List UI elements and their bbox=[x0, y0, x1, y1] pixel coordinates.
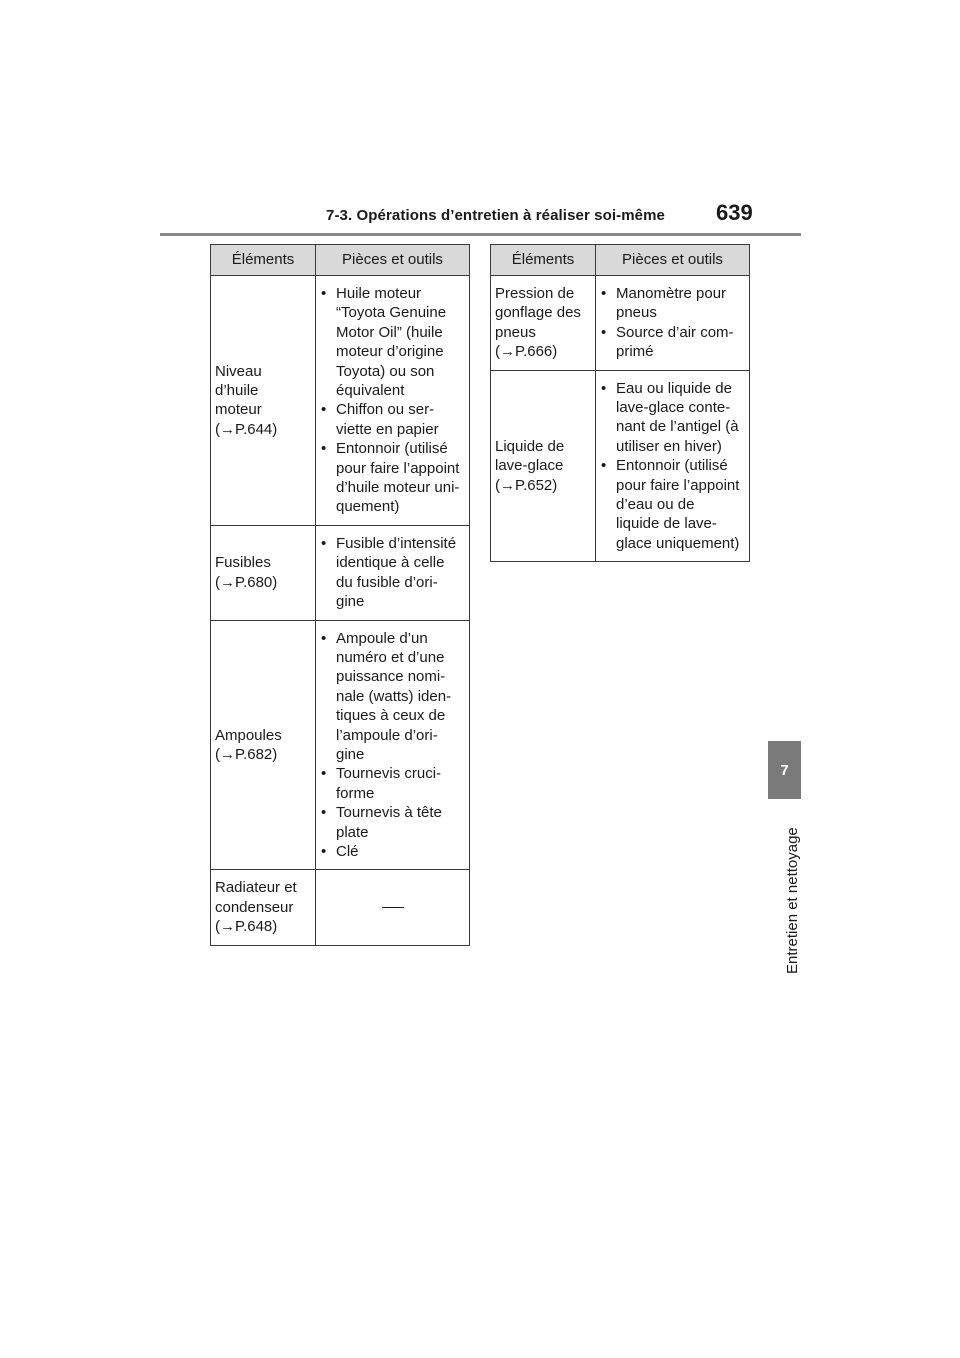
text-line: liquide de lave- bbox=[616, 515, 717, 533]
tools-list bbox=[600, 379, 745, 554]
list-item bbox=[320, 764, 465, 803]
text-line: primé bbox=[616, 343, 654, 361]
text-line: quement) bbox=[336, 498, 400, 516]
tools-list bbox=[320, 629, 465, 862]
element-cell bbox=[211, 870, 316, 945]
chapter-number: 7 bbox=[780, 761, 789, 779]
text-line: Radiateur et bbox=[215, 879, 297, 897]
text-line: puissance nomi- bbox=[336, 668, 446, 686]
text-line: Liquide de bbox=[495, 437, 565, 455]
list-item bbox=[320, 629, 465, 765]
text-line: pour faire l’appoint bbox=[616, 476, 740, 494]
text-line: (→P.682) bbox=[215, 745, 278, 763]
text-line: Clé bbox=[336, 842, 359, 860]
text-line: Niveau bbox=[215, 362, 262, 380]
list-item bbox=[320, 842, 465, 861]
text-line: pour faire l’appoint bbox=[336, 459, 460, 477]
header-tools: Pièces et outils bbox=[316, 245, 470, 276]
parts-table-left bbox=[210, 244, 470, 946]
text-line: tiques à ceux de bbox=[336, 707, 446, 725]
text-line: identique à celle bbox=[336, 554, 445, 572]
text-line: lave-glace conte- bbox=[616, 399, 731, 417]
text-line: d’huile moteur uni- bbox=[336, 479, 460, 497]
list-item bbox=[600, 323, 745, 362]
text-line: lave-glace bbox=[495, 457, 564, 475]
text-line: nale (watts) iden- bbox=[336, 687, 452, 705]
text-line: Ampoules bbox=[215, 726, 282, 744]
header-elements: Éléments bbox=[211, 245, 316, 276]
tools-list bbox=[320, 534, 465, 612]
text-line: (→P.648) bbox=[215, 918, 278, 936]
text-line: Pression de bbox=[495, 285, 575, 302]
tools-cell bbox=[596, 276, 750, 371]
chapter-label: Entretien et nettoyage bbox=[784, 827, 801, 974]
text-line: Chiffon ou ser- bbox=[336, 401, 435, 419]
tools-cell bbox=[596, 370, 750, 562]
text-line: Eau ou liquide de bbox=[616, 379, 732, 397]
table-row bbox=[491, 276, 750, 371]
text-line: glace uniquement) bbox=[616, 534, 740, 552]
text-line: Tournevis cruci- bbox=[336, 765, 442, 783]
text-line: Source d’air com- bbox=[616, 323, 734, 341]
tools-list bbox=[600, 284, 745, 362]
text-line: (→P.644) bbox=[215, 420, 278, 438]
list-item bbox=[600, 379, 745, 457]
element-cell bbox=[491, 370, 596, 562]
table-row bbox=[211, 276, 470, 526]
text-line: Entonnoir (utilisé bbox=[616, 457, 728, 475]
text-line: condenseur bbox=[215, 898, 294, 916]
text-line: Fusible d’intensité bbox=[336, 534, 457, 552]
tools-cell bbox=[316, 620, 470, 870]
text-line: Motor Oil” (huile bbox=[336, 323, 443, 341]
list-item bbox=[320, 400, 465, 439]
list-item bbox=[600, 284, 745, 323]
text-line: Toyota) ou son bbox=[336, 362, 435, 380]
page-number: 639 bbox=[716, 200, 753, 225]
text-line: l’ampoule d’ori- bbox=[336, 726, 438, 744]
text-line: pneus bbox=[495, 323, 536, 341]
list-item bbox=[320, 439, 465, 517]
list-item bbox=[320, 284, 465, 400]
text-line: (→P.680) bbox=[215, 573, 278, 591]
table-header-row bbox=[491, 245, 750, 276]
text-line: gonflage des bbox=[495, 304, 581, 322]
header-elements: Éléments bbox=[491, 245, 596, 276]
text-line: plate bbox=[336, 823, 369, 841]
text-line: gine bbox=[336, 593, 365, 611]
table-row bbox=[211, 525, 470, 620]
element-cell bbox=[211, 276, 316, 526]
element-cell bbox=[491, 276, 596, 371]
text-line: (→P.666) bbox=[495, 343, 558, 361]
element-cell bbox=[211, 620, 316, 870]
text-line: d’eau ou de bbox=[616, 496, 695, 514]
text-line: moteur bbox=[215, 401, 262, 419]
section-title: 7-3. Opérations d’entretien à réaliser soi-même bbox=[326, 207, 665, 224]
text-line: équivalent bbox=[336, 382, 405, 400]
text-line: Entonnoir (utilisé bbox=[336, 440, 448, 458]
text-line: Fusibles bbox=[215, 554, 271, 572]
tools-list bbox=[320, 284, 465, 517]
text-line: forme bbox=[336, 784, 375, 802]
text-line: moteur d’origine bbox=[336, 343, 444, 361]
text-line: viette en papier bbox=[336, 420, 439, 438]
list-item bbox=[320, 803, 465, 842]
text-line: nant de l’antigel (à bbox=[616, 418, 739, 436]
table-header-row bbox=[211, 245, 470, 276]
text-line: utiliser en hiver) bbox=[616, 437, 722, 455]
element-cell bbox=[211, 525, 316, 620]
text-line: numéro et d’une bbox=[336, 648, 445, 666]
text-line: pneus bbox=[616, 304, 657, 322]
text-line: Tournevis à tête bbox=[336, 804, 442, 822]
tools-cell bbox=[316, 276, 470, 526]
table-row bbox=[211, 870, 470, 945]
text-line: Ampoule d’un bbox=[336, 629, 428, 647]
not-applicable-dash bbox=[382, 907, 404, 908]
header-divider bbox=[160, 233, 801, 236]
text-line: gine bbox=[336, 745, 365, 763]
parts-table-right bbox=[490, 244, 750, 562]
text-line: du fusible d’ori- bbox=[336, 573, 438, 591]
table-row bbox=[211, 620, 470, 870]
text-line: (→P.652) bbox=[495, 476, 558, 494]
text-line: Manomètre pour bbox=[616, 285, 727, 302]
table-row bbox=[491, 370, 750, 562]
list-item bbox=[320, 534, 465, 612]
text-line: “Toyota Genuine bbox=[336, 304, 447, 322]
text-line: Huile moteur bbox=[336, 285, 422, 302]
tools-cell bbox=[316, 870, 470, 945]
tools-cell bbox=[316, 525, 470, 620]
list-item bbox=[600, 456, 745, 553]
text-line: d’huile bbox=[215, 382, 259, 400]
chapter-tab bbox=[768, 741, 801, 799]
header-tools: Pièces et outils bbox=[596, 245, 750, 276]
